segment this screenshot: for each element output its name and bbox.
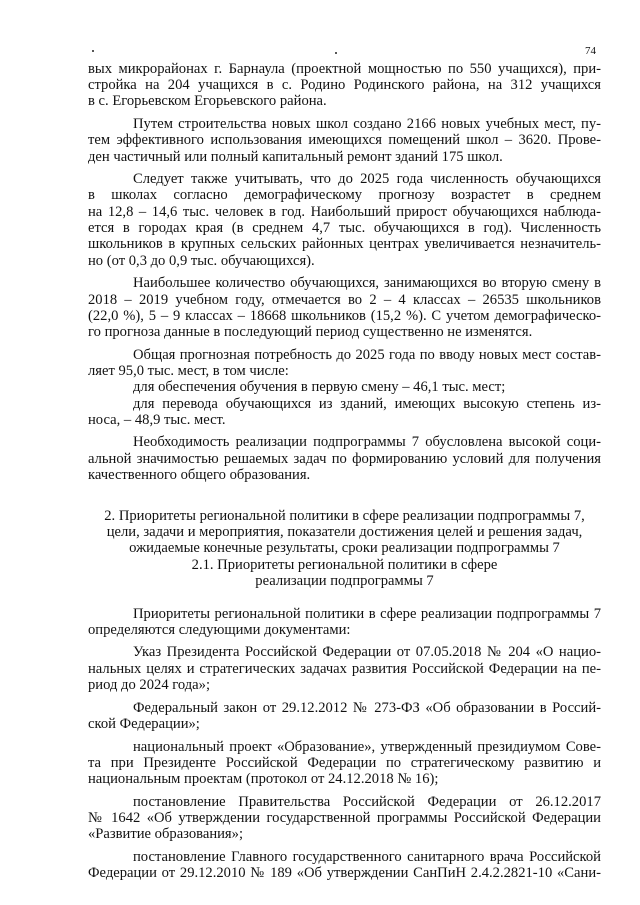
text-line: тем эффективного использования имеющихся помещений школ – 3620. Прове- <box>88 132 601 148</box>
scan-speck <box>335 52 337 54</box>
text-line: «Развитие образования»; <box>88 826 244 842</box>
text-line: ожидаемые конечные результаты, сроки реализации подпрограммы 7 <box>129 540 560 556</box>
text-line: но (от 0,3 до 0,9 тыс. обучающихся). <box>88 253 315 269</box>
text-line: (22,0 %), 5 – 9 классах – 18668 школьников (15,2 %). С учетом демографическо- <box>88 308 601 324</box>
text-line: Приоритеты региональной политики в сфере реализации подпрограммы 7 <box>133 606 601 622</box>
text-line: 2.1. Приоритеты региональной политики в сфере <box>191 557 498 573</box>
text-line: Необходимость реализации подпрограммы 7 обусловлена высокой соци- <box>133 434 601 450</box>
text-line: ляет 95,0 тыс. мест, в том числе: <box>88 363 289 379</box>
text-line: для перевода обучающихся из зданий, имеющих высокую степень из- <box>133 396 601 412</box>
text-line: Указ Президента Российской Федерации от 07.05.2018 № 204 «О нацио- <box>133 644 601 660</box>
text-line: Следует также учитывать, что до 2025 года численность обучающихся <box>133 171 601 187</box>
text-line: Общая прогнозная потребность до 2025 года по вводу новых мест состав- <box>133 347 601 363</box>
text-line: на 12,8 – 14,6 тыс. человек в год. Наибольший прирост обучающихся наблюда- <box>88 204 601 220</box>
text-line: постановление Правительства Российской Федерации от 26.12.2017 <box>133 794 601 810</box>
text-line: национальным проектам (протокол от 24.12.2018 № 16); <box>88 771 439 787</box>
text-line: нальных целях и стратегических задачах развития Российской Федерации на пе- <box>88 661 601 677</box>
text-line: в школах согласно демографическому прогнозу возрастет в среднем <box>88 187 601 203</box>
text-line: ется в городах края (в среднем 4,7 тыс. обучающихся в год). Численность <box>88 220 601 236</box>
text-line: национальный проект «Образование», утвержденный президиумом Сове- <box>133 739 601 755</box>
text-line: определяются следующими документами: <box>88 622 351 638</box>
page-number: 74 <box>585 45 596 57</box>
text-line: в с. Егорьевском Егорьевского района. <box>88 93 327 109</box>
scan-speck <box>92 50 94 52</box>
text-line: Федерации от 29.12.2010 № 189 «Об утверждении СанПиН 2.4.2.2821-10 «Сани- <box>88 865 601 881</box>
text-line: Федеральный закон от 29.12.2012 № 273-ФЗ «Об образовании в Россий- <box>133 700 601 716</box>
text-line: стройка на 204 учащихся в с. Родино Родинского района, на 312 учащихся <box>88 77 601 93</box>
text-line: альной значимостью решаемых задач по формированию условий для получения <box>88 451 601 467</box>
text-line: го прогноза данные в последующий период существенно не изменятся. <box>88 324 533 340</box>
text-line: Наибольшее количество обучающихся, занимающихся во вторую смену в <box>133 275 601 291</box>
text-line: для обеспечения обучения в первую смену – 46,1 тыс. мест; <box>133 379 506 395</box>
text-line: 2018 – 2019 учебном году, отмечается во 2 – 4 классах – 26535 школьников <box>88 292 601 308</box>
text-line: та при Президенте Российской Федерации по стратегическому развитию и <box>88 755 601 771</box>
text-line: цели, задачи и мероприятия, показатели достижения целей и решения задач, <box>106 524 583 540</box>
text-line: школьников в крупных сельских районных центрах увеличивается незначитель- <box>88 236 601 252</box>
text-line: качественного общего образования. <box>88 467 311 483</box>
text-line: ден частичный или полный капитальный ремонт зданий 175 школ. <box>88 149 503 165</box>
text-line: Путем строительства новых школ создано 2166 новых учебных мест, пу- <box>133 116 601 132</box>
text-line: вых микрорайонах г. Барнаула (проектной мощностью по 550 учащихся), при- <box>88 61 601 77</box>
text-line: реализации подпрограммы 7 <box>255 573 434 589</box>
text-line: № 1642 «Об утверждении государственной программы Российской Федерации <box>88 810 601 826</box>
text-line: 2. Приоритеты региональной политики в сфере реализации подпрограммы 7, <box>104 508 585 524</box>
text-line: риод до 2024 года»; <box>88 677 211 693</box>
text-line: ской Федерации»; <box>88 716 200 732</box>
text-line: носа, – 48,9 тыс. мест. <box>88 412 226 428</box>
text-line: постановление Главного государственного санитарного врача Российской <box>133 849 601 865</box>
